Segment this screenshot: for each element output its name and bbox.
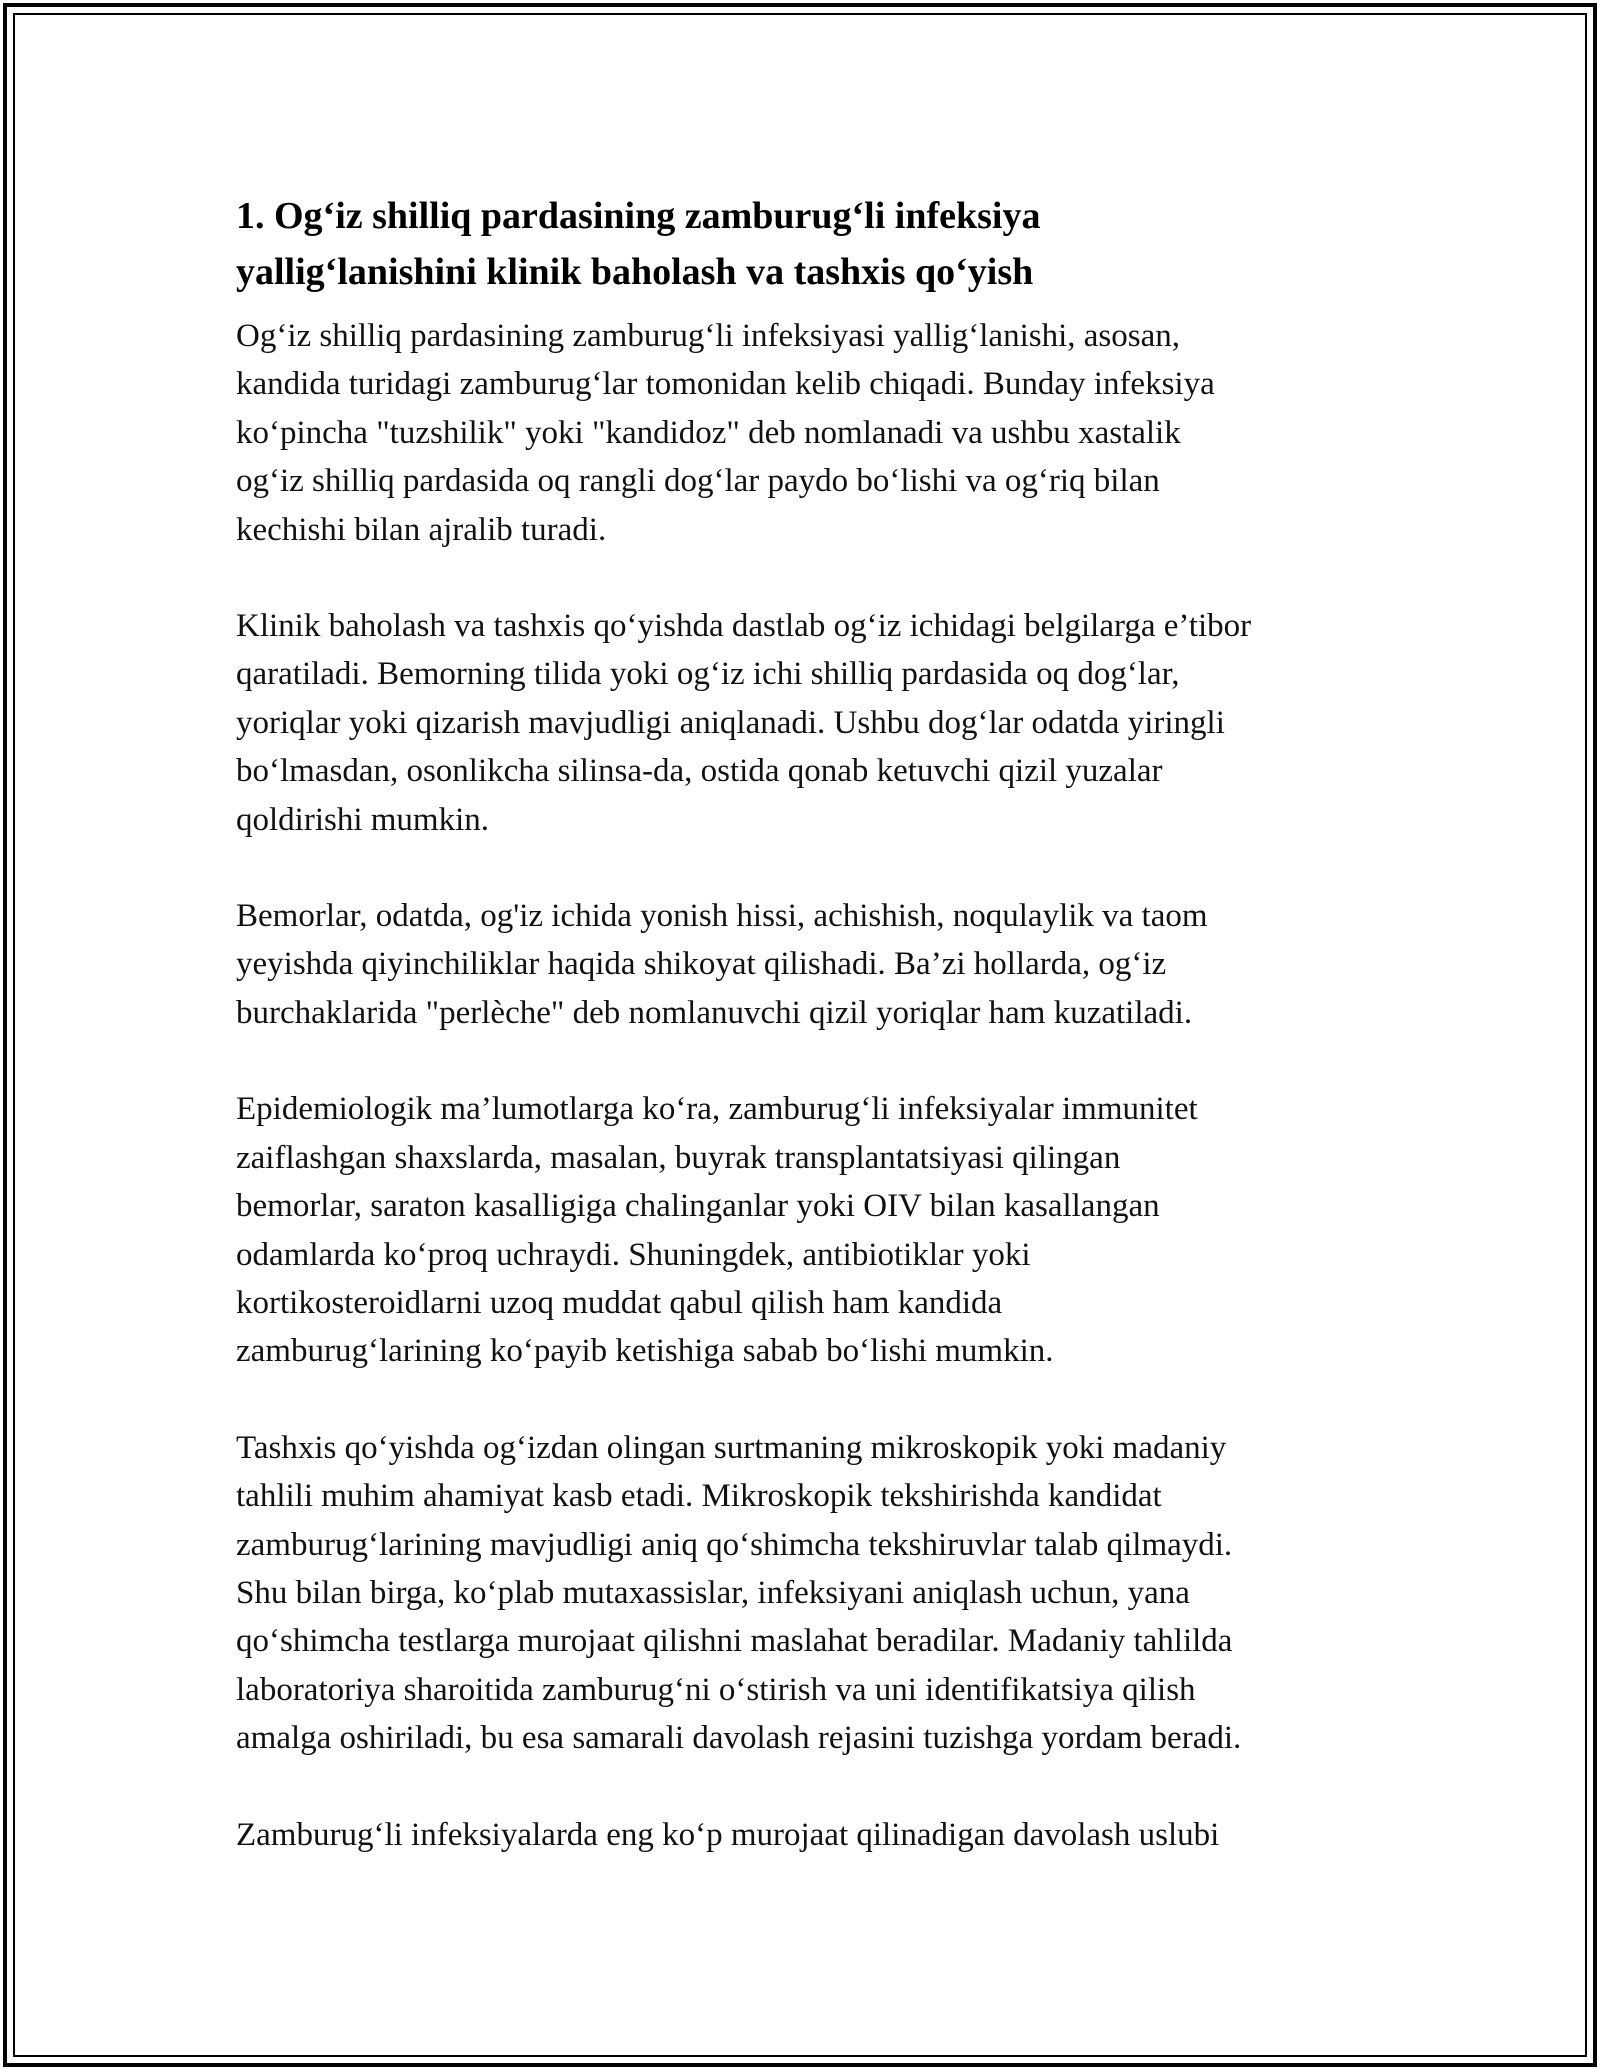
document-body	[236, 188, 1376, 1859]
paragraph-4: Epidemiologik ma’lumotlarga ko‘ra, zamburug‘li infeksiyalar immunitet zaiflashgan shaxslarda, masalan, buyrak transplantatsiyasi qilingan bemorlar, saraton kasalligiga chalinganlar yoki OIV bilan kasallangan odamlarda ko‘proq uchraydi. Shuningdek, antibiotiklar yoki kortikosteroidlarni uzoq muddat qabul qilish ham kandida zamburug‘larining ko‘payib ketishiga sabab bo‘lishi mumkin.	[236, 1091, 1198, 1370]
paragraph-3: Bemorlar, odatda, og'iz ichida yonish hissi, achishish, noqulaylik va taom yeyishda qiyinchiliklar haqida shikoyat qilishadi. Ba’zi hollarda, og‘iz burchaklarida "perlèche" deb nomlanuvchi qizil yoriqlar ham kuzatiladi.	[236, 898, 1208, 1031]
paragraph-6: Zamburug‘li infeksiyalarda eng ko‘p murojaat qilinadigan davolash uslubi	[236, 1816, 1220, 1853]
paragraph-5: Tashxis qo‘yishda og‘izdan olingan surtmaning mikroskopik yoki madaniy tahlili muhim ahamiyat kasb etadi. Mikroskopik tekshirishda kandidat zamburug‘larining mavjudligi aniq qo‘shimcha tekshiruvlar talab qilmaydi. Shu bilan birga, ko‘plab mutaxassislar, infeksiyani aniqlash uchun, yana qo‘shimcha testlarga murojaat qilishni maslahat beradilar. Madaniy tahlilda laboratoriya sharoitida zamburug‘ni o‘stirish va uni identifikatsiya qilish amalga oshiriladi, bu esa samarali davolash rejasini tuzishga yordam beradi.	[236, 1429, 1242, 1757]
paragraph-1: Og‘iz shilliq pardasining zamburug‘li infeksiyasi yallig‘lanishi, asosan, kandida turidagi zamburug‘lar tomonidan kelib chiqadi. Bunday infeksiya ko‘pincha "tuzshilik" yoki "kandidoz" deb nomlanadi va ushbu xastalik og‘iz shilliq pardasida oq rangli dog‘lar paydo bo‘lishi va og‘riq bilan kechishi bilan ajralib turadi.	[236, 318, 1215, 548]
paragraph-2: Klinik baholash va tashxis qo‘yishda dastlab og‘iz ichidagi belgilarga e’tibor qaratiladi. Bemorning tilida yoki og‘iz ichi shilliq pardasida oq dog‘lar, yoriqlar yoki qizarish mavjudligi aniqlanadi. Ushbu dog‘lar odatda yiringli bo‘lmasdan, osonlikcha silinsa-da, ostida qonab ketuvchi qizil yuzalar qoldirishi mumkin.	[236, 608, 1252, 838]
section-heading: 1. Og‘iz shilliq pardasining zamburug‘li infeksiya yallig‘lanishini klinik baholash va tashxis qo‘yish	[236, 195, 1041, 293]
